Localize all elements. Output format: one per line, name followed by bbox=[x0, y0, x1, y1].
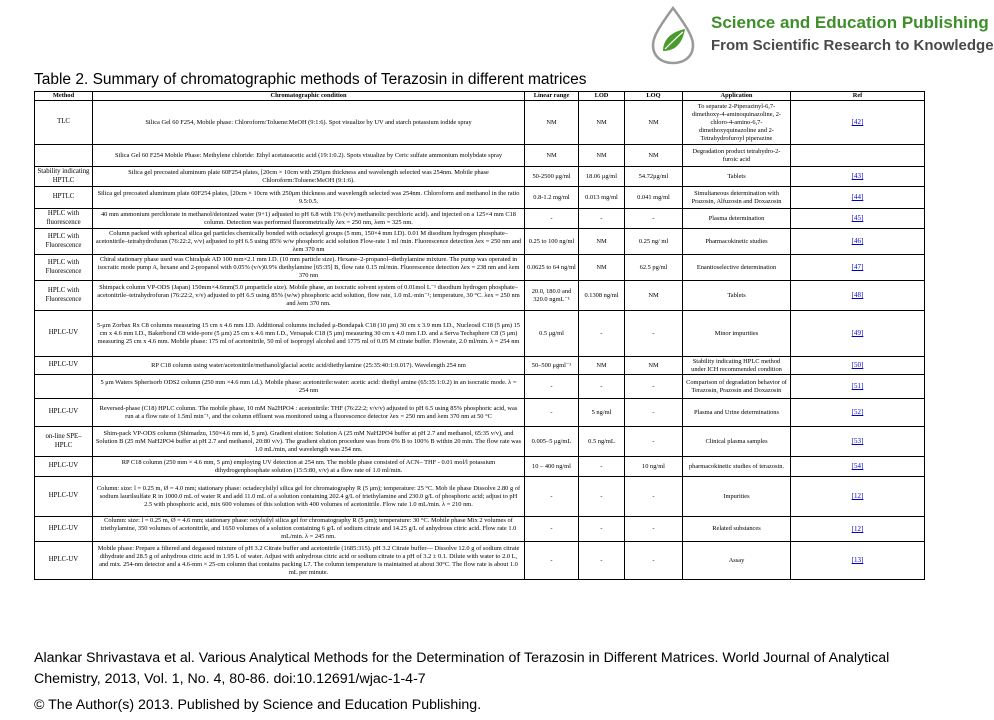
publisher-logo bbox=[647, 5, 994, 65]
header-ref: Ref bbox=[791, 92, 925, 101]
table-row bbox=[35, 457, 925, 477]
cell-lod: NM bbox=[579, 145, 625, 167]
table-row bbox=[35, 542, 925, 580]
cell-ref[interactable]: [46] bbox=[791, 229, 925, 255]
cell-method: HPLC with Fluorescence bbox=[35, 229, 93, 255]
table-row bbox=[35, 229, 925, 255]
header-application: Application bbox=[683, 92, 791, 101]
cell-linear-range: 20.0, 180.0 and 320.0 ngmL⁻¹ bbox=[525, 281, 579, 311]
cell-linear-range: 0.0625 to 64 ng/ml bbox=[525, 255, 579, 281]
table-row bbox=[35, 255, 925, 281]
cell-ref[interactable]: [45] bbox=[791, 209, 925, 229]
publisher-subtitle: From Scientific Research to Knowledge bbox=[711, 37, 994, 54]
cell-ref[interactable]: [43] bbox=[791, 167, 925, 187]
cell-linear-range: - bbox=[525, 477, 579, 517]
table-row bbox=[35, 357, 925, 375]
table-row bbox=[35, 311, 925, 357]
cell-loq: 0.25 ng/ ml bbox=[625, 229, 683, 255]
methods-table bbox=[34, 91, 925, 580]
cell-condition: Shim-pack VP-ODS column (Shimadzu, 150×4.6 mm id, 5 μm). Gradient elution: Solution A (25 mM NaH2PO4 buffer at pH 2.7 and methanol, 65:35 v/v), and Solution B (25 mM NaH2PO4 buffer at pH 2.7 and methanol, 20:80 v/v). The gradient elution procedure was from 0% B to 100% B within 20 min. The flow rate was 1.0 mL/min, and wavelength was 254 nm. bbox=[93, 427, 525, 457]
cell-condition: Reversed-phase (C18) HPLC column. The mobile phase, 10 mM Na2HPO4 : acetonitrile: THF (76:22:2; v/v/v) adjusted to pH 6.5 using 85% phosphoric acid, was run at a flow rate of 1.5ml min⁻¹, and the column effluent was monitored using a fluorescence detector λex = 250 nm and λem 370 nm at 50 °C bbox=[93, 399, 525, 427]
cell-ref[interactable]: [42] bbox=[791, 101, 925, 145]
table-row bbox=[35, 399, 925, 427]
cell-lod: 0.5 ng/mL bbox=[579, 427, 625, 457]
cell-condition: Column: size: l = 0.25 m, Ø = 4.0 mm; stationary phase: octadecylsilyl silica gel for chromatography R (5 μm); temperature: 25 °C. Mob ile phase Dissolve 2.80 g of sodium laurilsulfate R in 1000.0 mL of water R and add 11.0 mL of a solution containing 202.4 g/L of triethylamine and 230.0 g/L of phosphoric acid; adjust to pH 2.5 with phosphoric acid, mix 600 volumes of this solution with 400 volumes of acetonitrile. Flow rate 1.0 mL/min. λ = 210 nm. bbox=[93, 477, 525, 517]
cell-loq: NM bbox=[625, 145, 683, 167]
cell-loq: 10 ng/ml bbox=[625, 457, 683, 477]
cell-method: HPLC with fluorescence bbox=[35, 209, 93, 229]
cell-lod: NM bbox=[579, 229, 625, 255]
cell-ref[interactable]: [52] bbox=[791, 399, 925, 427]
cell-application: Stability indicating HPLC method under ICH recommended condition bbox=[683, 357, 791, 375]
cell-method: HPLC-UV bbox=[35, 357, 93, 375]
cell-ref[interactable]: [53] bbox=[791, 427, 925, 457]
cell-application: Comparison of degradation behavior of Terazosin, Prazosin and Doxazosin bbox=[683, 375, 791, 399]
table-row bbox=[35, 427, 925, 457]
table-row bbox=[35, 167, 925, 187]
cell-linear-range: 0.25 to 100 ng/ml bbox=[525, 229, 579, 255]
cell-condition: 5 μm Waters Spherisorb ODS2 column (250 mm ×4.6 mm i.d.). Mobile phase: acetonitrile:water: acetic acid: diethyl amine (65:35:1:0.2) in an isocratic mode. λ = 254 nm bbox=[93, 375, 525, 399]
cell-lod: - bbox=[579, 542, 625, 580]
cell-loq: - bbox=[625, 427, 683, 457]
cell-condition: Silica gel precoated aluminum plate 60F254 plates, [20cm × 10cm with 250μm thickness and wavelength selected was 254nm. Mobile phase Chloroform:Toluene:MeOH (9:1:6). bbox=[93, 167, 525, 187]
cell-application: To separate 2-Piperazinyl-6,7-dimethoxy-4-aminoquinazoline, 2-chloro-4-amino-6,7-dimethoxyquinazoline and 2-Tetrahydrofuroyl piperazine bbox=[683, 101, 791, 145]
cell-application: Degradation product tetrahydro-2-furoic acid bbox=[683, 145, 791, 167]
cell-method: HPLC with Fluorescence bbox=[35, 281, 93, 311]
cell-method bbox=[35, 375, 93, 399]
cell-method: HPLC-UV bbox=[35, 477, 93, 517]
cell-lod: - bbox=[579, 209, 625, 229]
cell-loq: NM bbox=[625, 357, 683, 375]
publisher-title: Science and Education Publishing bbox=[711, 13, 989, 32]
cell-ref[interactable]: [47] bbox=[791, 255, 925, 281]
cell-ref[interactable]: [51] bbox=[791, 375, 925, 399]
cell-linear-range: - bbox=[525, 375, 579, 399]
cell-method: HPLC-UV bbox=[35, 457, 93, 477]
table-caption: Table 2. Summary of chromatographic methods of Terazosin in different matrices bbox=[34, 71, 587, 88]
cell-condition: Mobile phase: Prepare a filtered and degassed mixture of pH 3.2 Citrate buffer and acetonitrile (1685:315). pH 3.2 Citrate buffer— Dissolve 12.0 g of sodium citrate dihydrate and 28.5 g of anhydrous citric acid in 1.95 L of water. Adjust with anhydrous citric acid or sodium citrate to a pH of 3.2 ± 0.1. Dilute with water to 2.0 L, and mix. 254-nm detector and a 4.6-mm × 25-cm column that contains packing L7. The column temperature is maintained at about 30°C. The flow rate is about 1.0 mL per minute. bbox=[93, 542, 525, 580]
cell-application: Pharmacokinetic studies bbox=[683, 229, 791, 255]
cell-linear-range: NM bbox=[525, 145, 579, 167]
cell-lod: - bbox=[579, 375, 625, 399]
cell-condition: Column: size: l = 0.25 m, Ø = 4.6 mm; stationary phase: octylsilyl silica gel for chromatography R (5 μm); temperature: 30 °C. Mobile phase Mix 2 volumes of triethylamine, 350 volumes of acetonitrile, and 1650 volumes of a solution containing 6 g/L of sodium citrate and 14.25 g/L of anhydrous citric acid. Flow rate 1.0 mL/min. λ = 245 nm. bbox=[93, 517, 525, 542]
cell-ref[interactable]: [50] bbox=[791, 357, 925, 375]
cell-lod: - bbox=[579, 311, 625, 357]
cell-loq: - bbox=[625, 311, 683, 357]
cell-application: Minor impurities bbox=[683, 311, 791, 357]
cell-application: Related substances bbox=[683, 517, 791, 542]
cell-linear-range: - bbox=[525, 399, 579, 427]
cell-method: HPLC with Fluorescence bbox=[35, 255, 93, 281]
cell-application: Assay bbox=[683, 542, 791, 580]
cell-ref[interactable]: [49] bbox=[791, 311, 925, 357]
header-method: Method bbox=[35, 92, 93, 101]
leaf-drop-icon bbox=[647, 5, 699, 65]
cell-loq: - bbox=[625, 399, 683, 427]
cell-loq: - bbox=[625, 542, 683, 580]
citation-text: Alankar Shrivastava et al. Various Analytical Methods for the Determination of Terazosin in Different Matrices. World Journal of Analytical Chemistry, 2013, Vol. 1, No. 4, 80-86. doi:10.12691/wjac-1-4-7 bbox=[34, 648, 924, 690]
cell-ref[interactable]: [12] bbox=[791, 477, 925, 517]
table-row bbox=[35, 477, 925, 517]
cell-lod: NM bbox=[579, 101, 625, 145]
cell-lod: - bbox=[579, 517, 625, 542]
cell-lod: - bbox=[579, 457, 625, 477]
cell-method: HPLC-UV bbox=[35, 399, 93, 427]
cell-application: Tablets bbox=[683, 167, 791, 187]
cell-ref bbox=[791, 145, 925, 167]
cell-lod: 18.06 μg/ml bbox=[579, 167, 625, 187]
cell-application: Clinical plasma samples bbox=[683, 427, 791, 457]
cell-condition: RP C18 column using water/acetonitrile/methanol/glacial acetic acid/diethylamine (25:35:40:1:0.017). Wavelength 254 nm bbox=[93, 357, 525, 375]
cell-loq: - bbox=[625, 477, 683, 517]
header-loq: LOQ bbox=[625, 92, 683, 101]
header-condition: Chromatographic condition bbox=[93, 92, 525, 101]
cell-application: Simultaneous determination with Prazosin, Alfuzosin and Doxazosin bbox=[683, 187, 791, 209]
cell-linear-range: 10 – 400 ng/ml bbox=[525, 457, 579, 477]
cell-linear-range: - bbox=[525, 209, 579, 229]
cell-linear-range: 0.8-1.2 mg/ml bbox=[525, 187, 579, 209]
table-row bbox=[35, 187, 925, 209]
cell-loq: - bbox=[625, 517, 683, 542]
cell-method: HPLC-UV bbox=[35, 517, 93, 542]
table-row bbox=[35, 145, 925, 167]
cell-loq: NM bbox=[625, 101, 683, 145]
cell-condition: Silica gel precoated aluminum plate 60F254 plates, [20cm × 10cm with 250μm thickness and wavelength selected was 254nm. Chloroform and methanol in the ratio 9.5:0.5. bbox=[93, 187, 525, 209]
cell-linear-range: 0.5 μg/ml bbox=[525, 311, 579, 357]
cell-method: on-line SPE–HPLC bbox=[35, 427, 93, 457]
cell-application: Tablets bbox=[683, 281, 791, 311]
cell-application: Impurities bbox=[683, 477, 791, 517]
cell-linear-range: 0.005–5 μg/mL bbox=[525, 427, 579, 457]
table-container bbox=[34, 91, 924, 677]
cell-condition: Chiral stationary phase used was Chiralpak AD 100 mm×2.1 mm I.D. (10 mm particle size). Hexane–2-propanol–diethylamine mixture. The pump was operated in isocratic mode pump A, hexane and 2-propanol with 0.05% (v/v)0.9% diethylamine [65:35] B, flow rate 0.15 ml/min. Fluorescence detection λex = 238 nm and λem 370 nm bbox=[93, 255, 525, 281]
cell-ref[interactable]: [48] bbox=[791, 281, 925, 311]
cell-method: HPLC-UV bbox=[35, 311, 93, 357]
cell-loq: NM bbox=[625, 281, 683, 311]
cell-method: TLC bbox=[35, 101, 93, 145]
cell-lod: - bbox=[579, 477, 625, 517]
cell-lod: 0.013 mg/ml bbox=[579, 187, 625, 209]
table-row bbox=[35, 375, 925, 399]
header-linear-range: Linear range bbox=[525, 92, 579, 101]
table-body bbox=[35, 101, 925, 580]
cell-ref[interactable]: [44] bbox=[791, 187, 925, 209]
cell-linear-range: 50–500 μgml⁻¹ bbox=[525, 357, 579, 375]
cell-loq: - bbox=[625, 209, 683, 229]
cell-ref[interactable]: [12] bbox=[791, 517, 925, 542]
cell-linear-range: NM bbox=[525, 101, 579, 145]
cell-condition: Silica Gel 60 F254 Mobile Phase: Methylene chloride: Ethyl acetateacetic acid (19:1:0.2). Spots visualize by Ceric sulfate ammonium molybdate spray bbox=[93, 145, 525, 167]
cell-condition: 40 mm ammonium perchlorate in methanol/deionized water (9+1) adjusted to pH 6.8 with 1% (v/v) methanolic perchloric acid). and injected on a 125×4 mm C18 column. Detection was performed fluorometrically λex = 250 nm, λem = 325 nm. bbox=[93, 209, 525, 229]
cell-loq: 54.72μg/ml bbox=[625, 167, 683, 187]
cell-application: pharmacokinetic studies of terazosin. bbox=[683, 457, 791, 477]
cell-condition: Silica Gel 60 F254, Mobile phase: Chloroform:Toluene:MeOH (9:1:6). Spot visualize by UV and starch potassium iodide spray bbox=[93, 101, 525, 145]
table-row bbox=[35, 209, 925, 229]
cell-linear-range: - bbox=[525, 517, 579, 542]
cell-method bbox=[35, 145, 93, 167]
cell-application: Plasma and Urine determinations bbox=[683, 399, 791, 427]
cell-loq: 0.041 mg/ml bbox=[625, 187, 683, 209]
table-row bbox=[35, 101, 925, 145]
cell-ref[interactable]: [54] bbox=[791, 457, 925, 477]
cell-lod: NM bbox=[579, 255, 625, 281]
table-header-row bbox=[35, 92, 925, 101]
cell-method: Stability indicating HPTLC bbox=[35, 167, 93, 187]
cell-application: Plasma determination bbox=[683, 209, 791, 229]
table-row bbox=[35, 517, 925, 542]
cell-condition: RP C18 column (250 mm × 4.6 mm, 5 μm) employing UV detection at 254 nm. The mobile phase consisted of ACN– THF - 0.01 mol/l potassium dihydrogenphosphate solution (15:5:80, v/v) at a flow rate of 1.0 ml/min. bbox=[93, 457, 525, 477]
cell-ref[interactable]: [13] bbox=[791, 542, 925, 580]
cell-loq: 62.5 pg/ml bbox=[625, 255, 683, 281]
cell-lod: NM bbox=[579, 357, 625, 375]
cell-condition: Column packed with spherical silica gel particles chemically bonded with octadecyl groups (5 mm, 150×4 mm I.D). 0.01 M disodium hydrogen phosphate–acetonitrile–tetrahydrofuran (76:22:2, v/v) adjusted to pH 6.5 using 85% w/w phosphoric acid solution Flow-rate 1 ml /min. Fluorescence detection λex = 250 nm and λem 370 nm bbox=[93, 229, 525, 255]
cell-method: HPLC-UV bbox=[35, 542, 93, 580]
header-lod: LOD bbox=[579, 92, 625, 101]
copyright-text: © The Author(s) 2013. Published by Science and Education Publishing. bbox=[34, 697, 482, 713]
cell-condition: Shimpack column VP-ODS (Japan) 150mm×4.6mm(5.0 μmparticle size). Mobile phase, an isocratic solvent system of 0.01mol L⁻¹ disodium hydrogen phosphate–acetonitrile–tetrahydrofuran (76:22:2, v/v) adjusted to pH 6.5 using 85% (w/w) phosphoric acid solution, flow rate, 1.0 mL·min⁻¹; temperature, 30 °C. λex = 250 nm and λem 370 nm. bbox=[93, 281, 525, 311]
cell-linear-range: 50-2500 μg/ml bbox=[525, 167, 579, 187]
cell-lod: 0.1308 ng/ml bbox=[579, 281, 625, 311]
cell-lod: 5 ng/ml bbox=[579, 399, 625, 427]
cell-condition: 5-μm Zorbax Rx C8 columns measuring 15 cm x 4.6 mm I.D. Additional columns included μ-Bondapak C18 (10 μm) 30 cm x 3.9 mm I.D., Nucleosil C18 (5 μm) 15 cm x 4.6 mm I.D., Bakerbond C8 wide-pore (5 μm) 25 cm x 4.6 mm I.D., Versapak C18 (5 μm) measuring 30 cm x 4.0 mm I.D. and a Serva Techsphere C8 (5 μm) measuring 25 cm x 4.6 mm. Mobile phase: 175 ml of acetonitrile, 50 ml of isopropyl alcohol and 1775 ml of 0.05 M citrate buffer. Flowrate, 2.0 ml/min. λ = 254 nm bbox=[93, 311, 525, 357]
cell-method: HPTLC bbox=[35, 187, 93, 209]
cell-loq: - bbox=[625, 375, 683, 399]
cell-application: Enantioselective determination bbox=[683, 255, 791, 281]
table-row bbox=[35, 281, 925, 311]
cell-linear-range: - bbox=[525, 542, 579, 580]
